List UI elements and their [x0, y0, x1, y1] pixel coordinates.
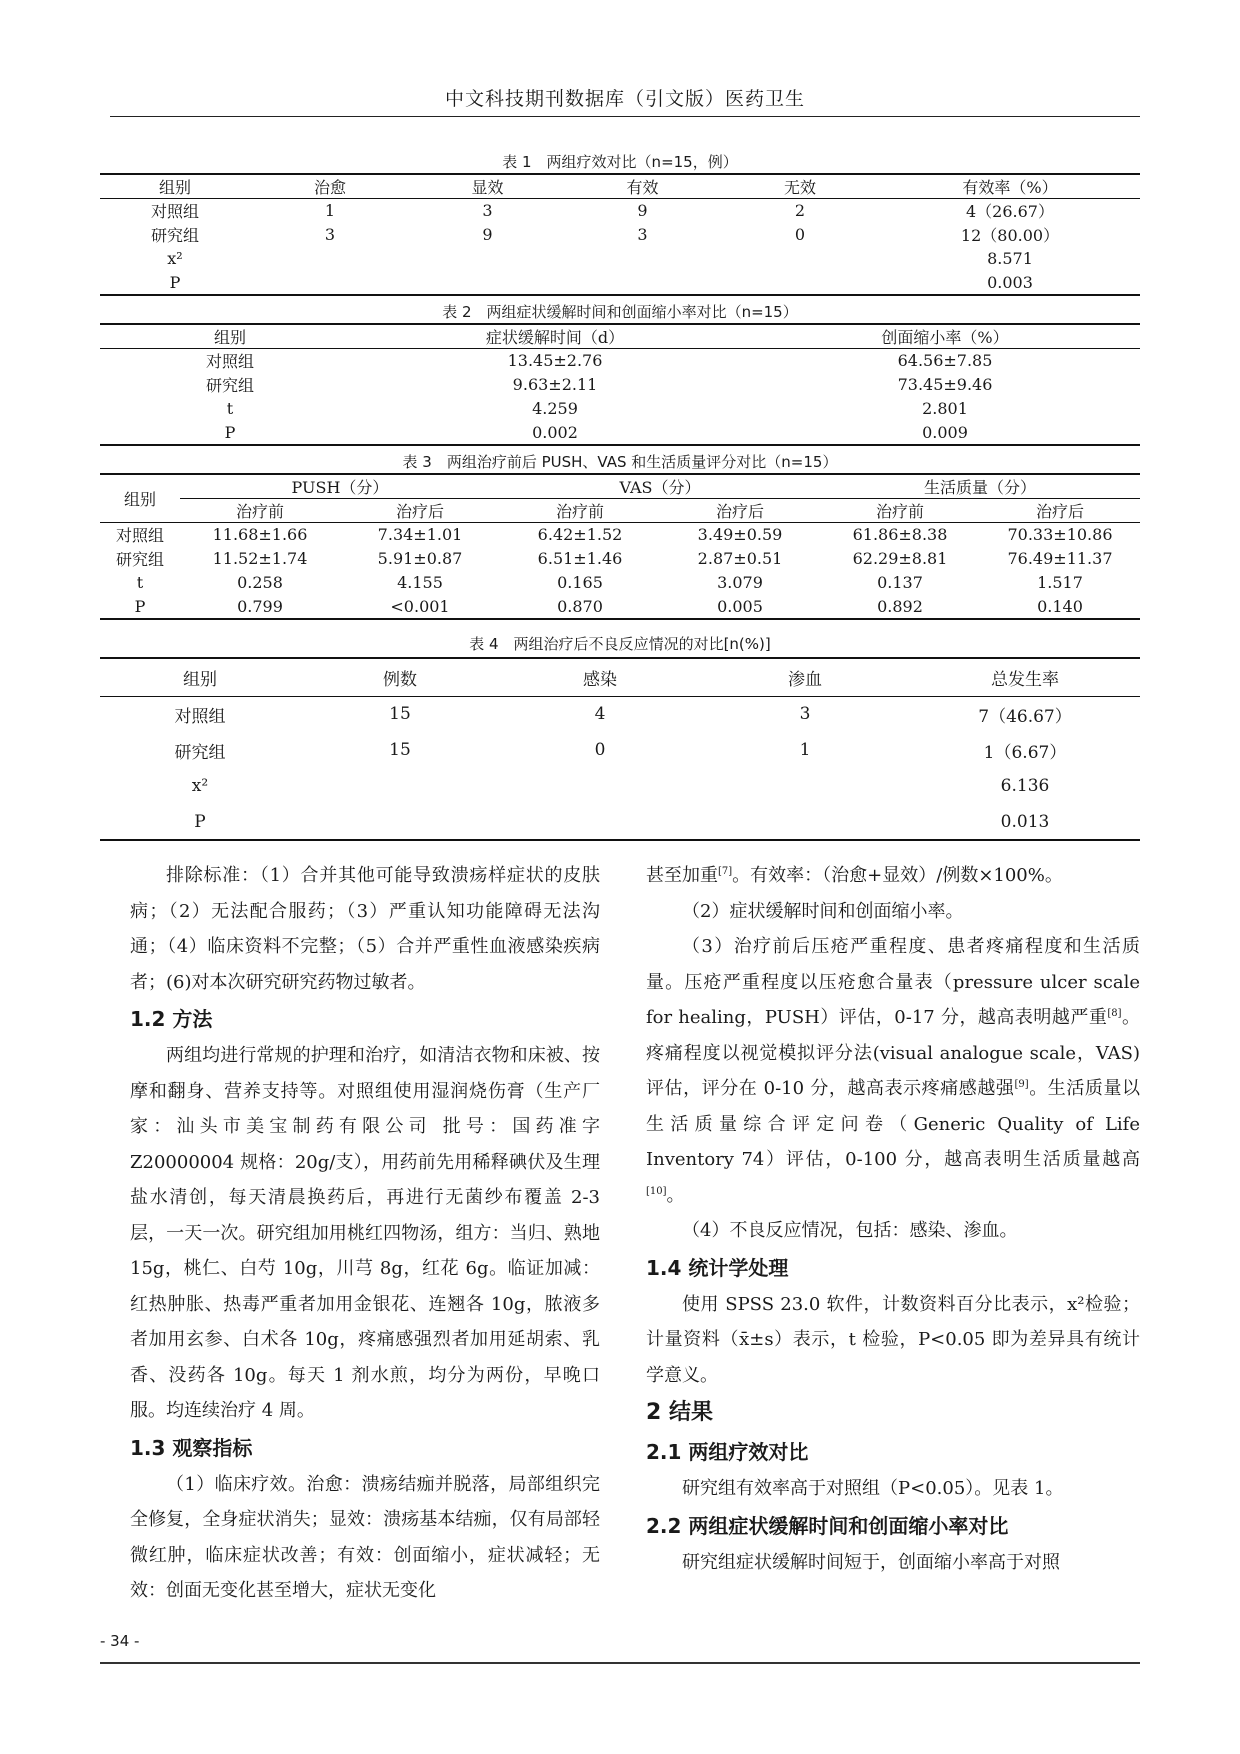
table-row	[100, 247, 1140, 271]
table-cell: x²	[191, 776, 209, 796]
table-cell: 对照组	[150, 202, 199, 222]
table-cell: 对照组	[115, 526, 164, 546]
table-cell: 3	[482, 201, 493, 221]
table-cell: t	[226, 399, 234, 418]
observation-paragraph-1-end: 甚至加重[7]。有效率：（治愈+显效）/例数×100%。	[646, 865, 1063, 886]
table-cell: 15	[389, 740, 411, 760]
table-cell: 4.155	[397, 573, 443, 592]
table-cell: 研究组	[205, 376, 254, 395]
table-cell: 11.68±1.66	[212, 525, 308, 545]
table-cell: 11.52±1.74	[212, 549, 308, 568]
table-cell: 2	[794, 201, 806, 221]
table-header-cell: 组别	[100, 474, 180, 523]
citation-ref: [7]	[718, 866, 733, 877]
table-cell: 1	[324, 201, 336, 221]
table-header-cell: 例数	[383, 669, 417, 690]
table-header-cell: 组别	[183, 669, 217, 690]
table-cell: 1.517	[1037, 573, 1083, 592]
results-paragraph-1: 研究组有效率高于对照组（P<0.05）。见表 1。	[682, 1478, 1064, 1499]
table-cell: 7（46.67）	[978, 706, 1072, 727]
table-cell: 3	[799, 704, 811, 725]
table-cell: 4	[594, 704, 606, 725]
statistics-paragraph: 使用 SPSS 23.0 软件，计数资料百分比表示，x²检验；计量资料（x̄±s）表示，t 检验，P<0.05 即为差异具有统计学意义。	[646, 1293, 1140, 1386]
table-cell: P	[134, 596, 146, 616]
table-cell: <0.001	[390, 596, 450, 616]
methods-paragraph: 两组均进行常规的护理和治疗，如清洁衣物和床被、按摩和翻身、营养支持等。对照组使用湿润烧伤膏（生产厂家：汕头市美宝制药有限公司 批号：国药准字 Z20000004 规格：20g/支），用药前先用稀释碘伏及生理盐水清创，每天清晨换药后，再进行无菌纱布覆盖 2-3 层，一天一次。研究组加用桃红四物汤，组方：当归、熟地 15g，桃仁、白芍 10g，川芎 8g，红花 6g。临证加减：红热肿胀、热毒严重者加用金银花、连翘各 10g，脓液多者加用玄参、白术各 10g，疼痛感强烈者加用延胡索、乳香、没药各 10g。每天 1 剂水煎，均分为两份，早晚口服。均连续治疗 4 周。	[130, 1045, 600, 1421]
table-3	[100, 450, 1140, 620]
table-cell: 0.892	[877, 596, 923, 616]
header-divider	[110, 116, 1140, 117]
table-cell: 15	[389, 704, 411, 725]
table-header-cell: 治疗后	[395, 502, 444, 521]
right-column	[646, 858, 1140, 1580]
table-row	[100, 421, 1140, 445]
table-cell: 4.259	[532, 399, 578, 418]
table-row	[100, 547, 1140, 571]
table-header-cell: 生活质量（分）	[820, 474, 1140, 499]
table-row	[100, 271, 1140, 295]
table-cell: P	[169, 272, 181, 292]
table-cell: 0.870	[557, 596, 603, 616]
table-cell: 0.137	[877, 573, 923, 592]
table-cell: 1（6.67）	[983, 742, 1067, 763]
table-header-cell: 治疗前	[875, 502, 924, 521]
table-header-cell: 症状缓解时间（d）	[485, 328, 625, 347]
citation-ref: [8]	[1107, 1008, 1122, 1019]
table-header-cell: PUSH（分）	[180, 474, 500, 499]
table-cell: 6.42±1.52	[537, 525, 623, 545]
citation-ref: [10]	[646, 1185, 667, 1197]
observation-paragraph-4: （4）不良反应情况，包括：感染、渗血。	[682, 1220, 1018, 1241]
table-cell: 2.801	[922, 399, 968, 418]
table-4-caption: 表 4 两组治疗后不良反应情况的对比[n(%)]	[469, 635, 771, 653]
footer-divider	[100, 1662, 1140, 1664]
citation-ref: [9]	[1014, 1079, 1029, 1090]
section-heading-statistics: 1.4 统计学处理	[646, 1255, 789, 1280]
table-cell: 对照组	[174, 706, 226, 727]
table-header-cell: 组别	[158, 178, 191, 197]
section-heading-methods: 1.2 方法	[130, 1007, 213, 1031]
table-header-cell: 无效	[783, 178, 816, 197]
table-row	[100, 223, 1140, 247]
page-number: - 34 -	[100, 1632, 140, 1650]
table-cell: 13.45±2.76	[507, 351, 603, 371]
table-cell: t	[136, 573, 144, 592]
table-row	[100, 523, 1140, 547]
table-header-cell: 感染	[583, 669, 617, 690]
exclusion-criteria: 排除标准：（1）合并其他可能导致溃疡样症状的皮肤病；（2）无法配合服药；（3）严重认知功能障碍无法沟通；（4）临床资料不完整；（5）合并严重性血液感染疾病者；(6)对本次研究研究药物过敏者。	[130, 865, 600, 993]
table-row	[100, 397, 1140, 421]
table-2-caption: 表 2 两组症状缓解时间和创面缩小率对比（n=15）	[442, 303, 798, 321]
table-cell: 0.003	[987, 272, 1033, 292]
table-cell: 0	[594, 740, 606, 760]
table-1	[100, 150, 1140, 296]
table-cell: 0.165	[557, 573, 603, 592]
table-cell: 0.258	[237, 573, 283, 592]
table-4	[100, 630, 1140, 841]
table-cell: 3.079	[717, 573, 763, 592]
table-header-cell: 治疗前	[555, 502, 604, 521]
table-cell: 70.33±10.86	[1007, 525, 1113, 545]
table-row	[100, 595, 1140, 619]
table-cell: 研究组	[174, 742, 226, 763]
table-header-cell: 总发生率	[991, 669, 1059, 690]
table-cell: 1	[799, 740, 811, 760]
table-cell: 9.63±2.11	[512, 375, 598, 394]
table-header-cell: 显效	[471, 178, 504, 197]
table-row	[100, 349, 1140, 373]
table-cell: 6.136	[1000, 776, 1050, 796]
table-cell: 9	[482, 225, 493, 244]
table-header-cell: 治疗后	[1035, 502, 1084, 521]
table-header-cell: 治疗后	[715, 502, 764, 521]
table-cell: 对照组	[205, 352, 254, 372]
left-column	[130, 858, 600, 1609]
table-cell: 9	[637, 201, 648, 221]
table-header-cell: 治疗前	[235, 502, 284, 521]
table-cell: 76.49±11.37	[1007, 549, 1113, 568]
table-row	[100, 804, 1140, 840]
table-cell: 62.29±8.81	[852, 549, 948, 568]
table-cell: 0.140	[1037, 596, 1083, 616]
table-cell: 64.56±7.85	[897, 351, 993, 371]
section-heading-results-1: 2.1 两组疗效对比	[646, 1440, 809, 1464]
table-cell: 3	[324, 225, 336, 244]
table-3-caption: 表 3 两组治疗前后 PUSH、VAS 和生活质量评分对比（n=15）	[402, 453, 838, 471]
table-header-cell: 渗血	[788, 669, 822, 690]
table-2	[100, 300, 1140, 446]
table-row	[100, 768, 1140, 804]
table-cell: 3	[637, 225, 648, 244]
table-row	[100, 696, 1140, 732]
table-row	[100, 571, 1140, 595]
results-paragraph-2: 研究组症状缓解时间短于，创面缩小率高于对照	[682, 1551, 1060, 1573]
observation-paragraph-3: （3）治疗前后压疮严重程度、患者疼痛程度和生活质量。压疮严重程度以压疮愈合量表（pressure ulcer scale for healing，PUSH）评估，0-17 分，越高表明越严重[8]。疼痛程度以视觉模拟评分法(visual analogue scale，VAS)评估，评分在 0-10 分，越高表示疼痛感越强[9]。生活质量以生活质量综合评定问卷（Generic Quality of Life Inventory 74）评估，0-100 分，越高表明生活质量越高[10]。	[646, 936, 1141, 1206]
table-cell: 研究组	[150, 226, 199, 245]
section-heading-results-2: 2.2 两组症状缓解时间和创面缩小率对比	[646, 1513, 1009, 1538]
table-cell: 8.571	[987, 249, 1033, 268]
table-cell: 2.87±0.51	[697, 549, 783, 568]
observation-paragraph-2: （2）症状缓解时间和创面缩小率。	[682, 900, 964, 922]
table-row	[100, 732, 1140, 768]
table-row	[100, 199, 1140, 223]
table-cell: P	[194, 811, 206, 832]
table-cell: 0.009	[922, 422, 968, 442]
table-header-cell: 组别	[213, 328, 246, 347]
section-heading-observation: 1.3 观察指标	[130, 1435, 253, 1460]
table-header-cell: 治愈	[313, 178, 346, 197]
table-cell: 0.002	[532, 422, 578, 442]
journal-header: 中文科技期刊数据库（引文版）医药卫生	[444, 88, 805, 110]
table-header-cell: VAS（分）	[500, 474, 820, 499]
table-cell: 研究组	[115, 550, 164, 569]
table-cell: 0.013	[1000, 811, 1050, 832]
observation-paragraph-1: （1）临床疗效。治愈：溃疡结痂并脱落，局部组织完全修复，全身症状消失；显效：溃疡基本结痂，仅有局部轻微红肿，临床症状改善；有效：创面缩小，症状减轻；无效：创面无变化甚至增大，症状无变化	[130, 1473, 600, 1601]
table-header-cell: 创面缩小率（%）	[881, 328, 1009, 347]
table-1-caption: 表 1 两组疗效对比（n=15，例）	[502, 153, 738, 171]
section-heading-results: 2 结果	[646, 1400, 713, 1425]
table-header-cell: 有效	[626, 178, 659, 197]
table-cell: 73.45±9.46	[897, 375, 993, 394]
table-cell: 4（26.67）	[966, 202, 1054, 222]
table-cell: x²	[167, 249, 183, 268]
table-cell: 3.49±0.59	[697, 525, 783, 545]
table-cell: 7.34±1.01	[377, 525, 463, 545]
table-cell: 6.51±1.46	[537, 549, 623, 568]
table-cell: 61.86±8.38	[852, 525, 948, 545]
table-header-cell: 有效率（%）	[962, 178, 1058, 197]
table-cell: P	[224, 422, 236, 442]
table-cell: 12（80.00）	[960, 226, 1060, 245]
table-cell: 0	[794, 225, 806, 244]
table-cell: 0.799	[237, 596, 283, 616]
table-cell: 0.005	[717, 596, 763, 616]
table-row	[100, 373, 1140, 397]
table-cell: 5.91±0.87	[377, 549, 463, 568]
